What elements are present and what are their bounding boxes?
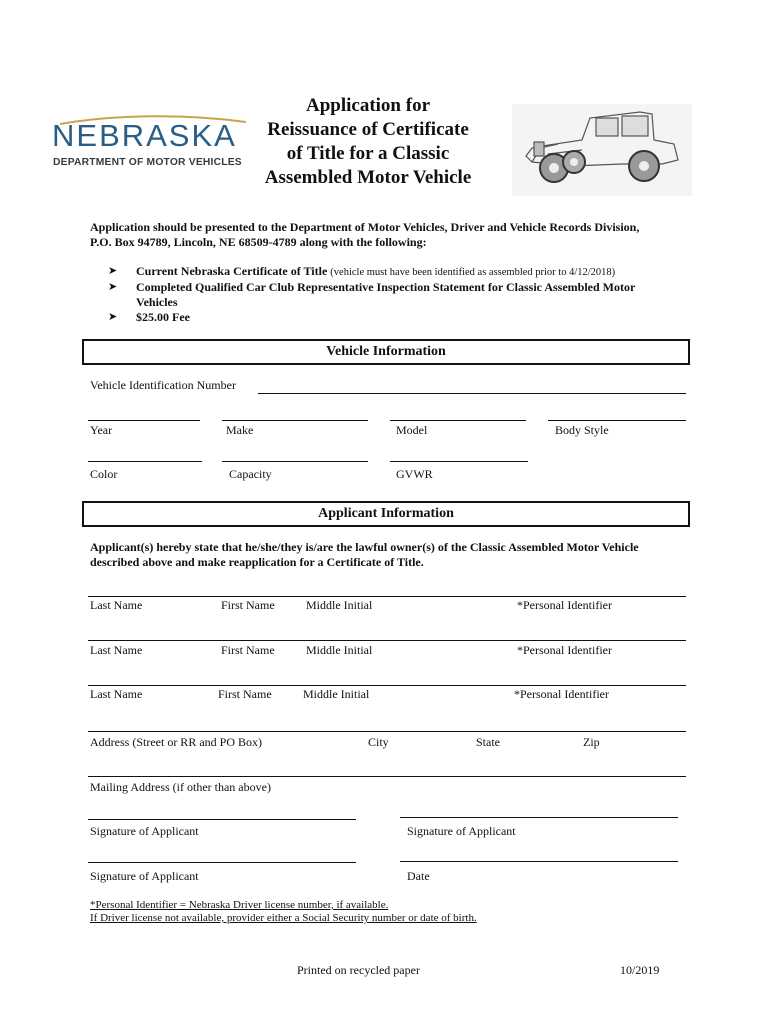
address-field[interactable] <box>88 731 686 732</box>
make-field[interactable] <box>222 420 368 421</box>
requirement-inspection-line: Completed Qualified Car Club Representative Inspection Statement for Classic Assembled Motor <box>136 280 636 294</box>
body-style-label: Body Style <box>555 423 609 437</box>
ownership-statement-line: described above and make reapplication for a Certificate of Title. <box>90 555 424 569</box>
personal-identifier-label: *Personal Identifier <box>517 643 612 657</box>
title-line: Application for <box>305 95 431 116</box>
classic-car-illustration <box>512 104 692 196</box>
applicant-name-field[interactable] <box>88 640 686 641</box>
signature-field[interactable] <box>88 862 356 863</box>
city-label: City <box>368 735 389 749</box>
arrow-bullet-icon: ➤ <box>108 281 118 293</box>
vehicle-information-heading: Vehicle Information <box>82 339 690 365</box>
mailing-address-label: Mailing Address (if other than above) <box>90 780 271 794</box>
middle-initial-label: Middle Initial <box>306 643 373 657</box>
middle-initial-label: Middle Initial <box>303 687 370 701</box>
personal-identifier-footnote: *Personal Identifier = Nebraska Driver license number, if available. <box>90 899 389 911</box>
model-field[interactable] <box>390 420 526 421</box>
personal-identifier-label: *Personal Identifier <box>517 598 612 612</box>
gvwr-label: GVWR <box>396 467 433 481</box>
arrow-bullet-icon: ➤ <box>108 265 118 277</box>
vin-field[interactable] <box>258 393 686 394</box>
gvwr-field[interactable] <box>390 461 528 462</box>
signature-field[interactable] <box>88 819 356 820</box>
make-label: Make <box>226 423 254 437</box>
requirement-title-text: Current Nebraska Certificate of Title <box>136 264 328 278</box>
year-label: Year <box>90 423 113 437</box>
color-label: Color <box>90 467 118 481</box>
arrow-bullet-icon: ➤ <box>108 311 118 323</box>
date-field[interactable] <box>400 861 678 862</box>
color-field[interactable] <box>88 461 202 462</box>
applicant-name-field[interactable] <box>88 685 686 686</box>
mailing-address-field[interactable] <box>88 776 686 777</box>
capacity-label: Capacity <box>229 467 272 481</box>
title-line: Assembled Motor Vehicle <box>264 167 472 188</box>
personal-identifier-footnote-alt: If Driver license not available, provider either a Social Security number or date of birth. <box>90 912 477 924</box>
last-name-label: Last Name <box>90 687 143 701</box>
personal-identifier-label: *Personal Identifier <box>514 687 609 701</box>
first-name-label: First Name <box>221 643 275 657</box>
ownership-statement <box>90 540 690 570</box>
form-title <box>250 94 486 190</box>
title-line: of Title for a Classic <box>286 143 450 164</box>
model-label: Model <box>396 423 428 437</box>
signature-label: Signature of Applicant <box>407 824 516 838</box>
last-name-label: Last Name <box>90 598 143 612</box>
vin-label: Vehicle Identification Number <box>90 378 236 392</box>
form-revision-date: 10/2019 <box>620 963 660 977</box>
first-name-label: First Name <box>221 598 275 612</box>
requirement-inspection-line: Vehicles <box>136 295 178 309</box>
first-name-label: First Name <box>218 687 272 701</box>
instructions-line: Application should be presented to the Department of Motor Vehicles, Driver and Vehicle Records Division, <box>90 220 640 234</box>
last-name-label: Last Name <box>90 643 143 657</box>
applicant-information-heading: Applicant Information <box>82 501 690 527</box>
state-label: State <box>476 735 500 749</box>
instructions-line: P.O. Box 94789, Lincoln, NE 68509-4789 along with the following: <box>90 235 427 249</box>
middle-initial-label: Middle Initial <box>306 598 373 612</box>
dmv-logo-subtitle: DEPARTMENT OF MOTOR VEHICLES <box>53 157 242 168</box>
requirement-title-note: (vehicle must have been identified as assembled prior to 4/12/2018) <box>330 267 616 278</box>
recycled-paper-note: Printed on recycled paper <box>297 963 420 977</box>
signature-label: Signature of Applicant <box>90 869 199 883</box>
year-field[interactable] <box>88 420 200 421</box>
ownership-statement-line: Applicant(s) hereby state that he/she/they is/are the lawful owner(s) of the Classic Assembled Motor Vehicle <box>90 540 639 554</box>
title-line: Reissuance of Certificate <box>267 119 469 140</box>
signature-label: Signature of Applicant <box>90 824 199 838</box>
nebraska-logo-word: NEBRASKA <box>52 118 237 153</box>
capacity-field[interactable] <box>222 461 368 462</box>
date-label: Date <box>407 869 430 883</box>
body-style-field[interactable] <box>548 420 686 421</box>
applicant-name-field[interactable] <box>88 596 686 597</box>
signature-field[interactable] <box>400 817 678 818</box>
address-label: Address (Street or RR and PO Box) <box>90 735 262 749</box>
requirement-fee-text: $25.00 Fee <box>136 310 190 324</box>
zip-label: Zip <box>583 735 600 749</box>
submission-instructions <box>90 220 690 250</box>
